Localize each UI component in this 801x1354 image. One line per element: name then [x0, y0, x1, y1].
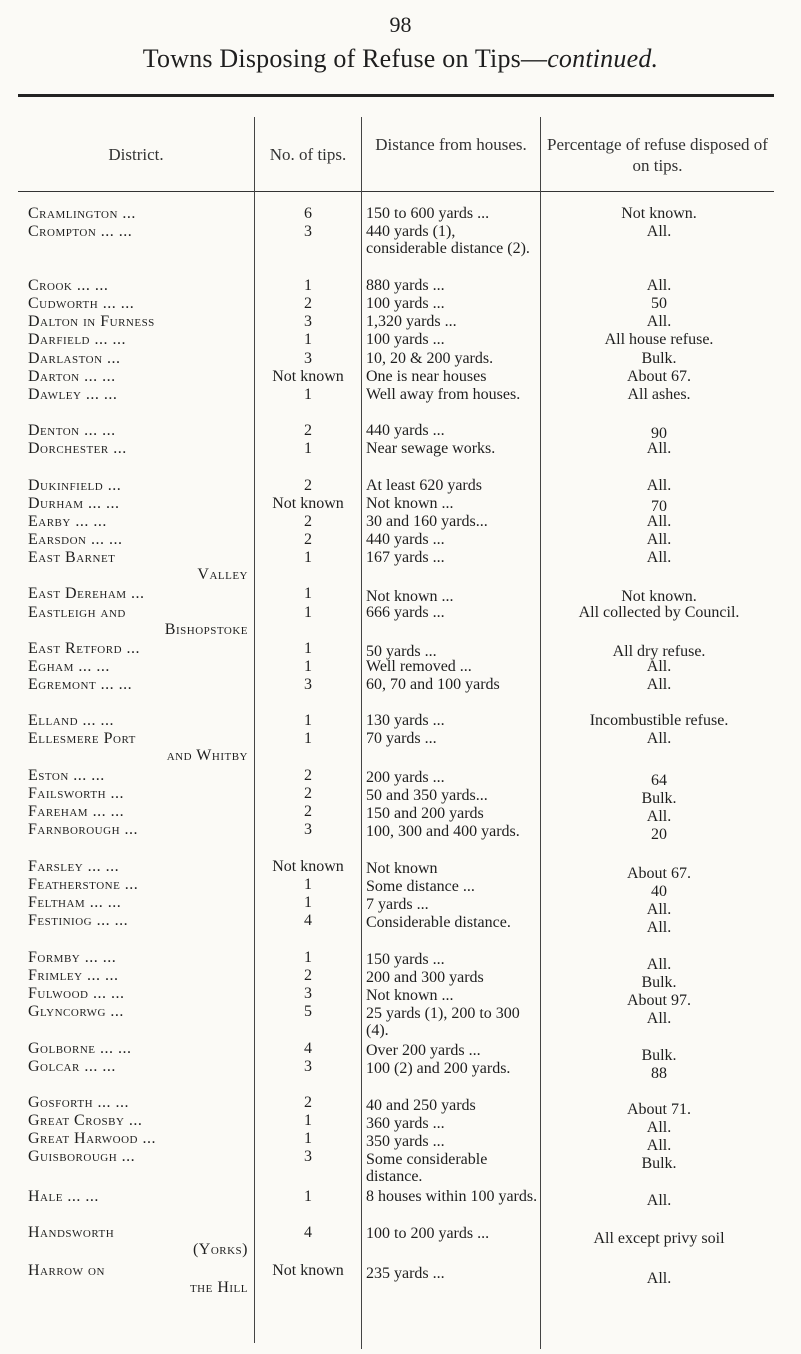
header-distance: Distance from houses.: [375, 135, 527, 154]
district-cell: Fulwood ... ...: [28, 985, 125, 1002]
percentage-cell: All except privy soil: [593, 1230, 725, 1247]
district-cell: Darfield ... ...: [28, 331, 126, 348]
tips-count-cell: 2: [304, 513, 312, 530]
tips-count-cell: 3: [304, 985, 312, 1002]
district-cell: East Retford ...: [28, 640, 141, 657]
percentage-cell: All.: [646, 1192, 672, 1209]
header-rule: [18, 191, 774, 192]
percentage-cell: All.: [646, 919, 672, 936]
tips-count-cell: 1: [304, 277, 312, 294]
percentage-cell: 64: [651, 772, 667, 789]
distance-cell: 100 yards ...: [366, 295, 445, 312]
percentage-cell: Bulk.: [641, 1047, 677, 1064]
district-cell: Egremont ... ...: [28, 676, 133, 693]
district-cell: Feltham ... ...: [28, 894, 122, 911]
distance-cell: Not known: [366, 860, 438, 877]
tips-count-cell: 6: [304, 205, 312, 222]
percentage-cell: All.: [646, 901, 672, 918]
percentage-cell: 40: [651, 883, 667, 900]
district-cell: Dawley ... ...: [28, 386, 118, 403]
distance-cell: 40 and 250 yards: [366, 1097, 476, 1114]
distance-cell: Well away from houses.: [366, 386, 521, 403]
distance-cell: 25 yards (1), 200 to 300 (4).: [366, 1005, 520, 1039]
distance-cell: 130 yards ...: [366, 712, 445, 729]
district-cell: Formby ... ...: [28, 949, 117, 966]
tips-count-cell: 1: [304, 876, 312, 893]
tips-count-cell: Not known: [272, 495, 344, 512]
district-cell-continued: and Whitby: [166, 747, 248, 764]
district-cell: Guisborough ...: [28, 1148, 136, 1165]
tips-count-cell: 1: [304, 604, 312, 621]
tips-count-cell: 2: [304, 785, 312, 802]
percentage-cell: All.: [646, 658, 672, 675]
tips-count-cell: 3: [304, 821, 312, 838]
district-cell: Elland ... ...: [28, 712, 115, 729]
percentage-cell: All.: [646, 1137, 672, 1154]
district-cell: Golborne ... ...: [28, 1040, 132, 1057]
percentage-cell: About 71.: [627, 1101, 691, 1118]
distance-cell: Over 200 yards ...: [366, 1042, 481, 1059]
distance-cell: 200 and 300 yards: [366, 969, 484, 986]
tips-count-cell: 1: [304, 585, 312, 602]
distance-cell: 70 yards ...: [366, 730, 437, 747]
distance-cell: Not known ...: [366, 987, 454, 1004]
tips-count-cell: Not known: [272, 368, 344, 385]
tips-count-cell: 1: [304, 712, 312, 729]
tips-count-cell: 1: [304, 440, 312, 457]
distance-cell: 30 and 160 yards...: [366, 513, 488, 530]
distance-cell: One is near houses: [366, 368, 487, 385]
tips-count-cell: Not known: [272, 858, 344, 875]
percentage-cell: 20: [651, 826, 667, 843]
percentage-cell: Not known.: [621, 205, 697, 222]
district-cell: Farsley ... ...: [28, 858, 120, 875]
district-cell-continued: Bishopstoke: [164, 621, 248, 638]
tips-count-cell: 3: [304, 223, 312, 240]
percentage-cell: Bulk.: [641, 350, 677, 367]
distance-cell: Some considerable distance.: [366, 1151, 488, 1185]
district-cell: Denton ... ...: [28, 422, 116, 439]
header-tips: No. of tips.: [269, 145, 347, 164]
distance-cell: 100, 300 and 400 yards.: [366, 823, 520, 840]
distance-cell: 360 yards ...: [366, 1115, 445, 1132]
distance-cell: 440 yards (1), considerable distance (2).: [366, 223, 530, 257]
distance-cell: 150 yards ...: [366, 951, 445, 968]
header-percentage: Percentage of refuse disposed of on tips.: [547, 135, 768, 175]
distance-cell: 50 yards ...: [366, 643, 437, 660]
distance-cell: 150 and 200 yards: [366, 805, 484, 822]
district-cell: Dukinfield ...: [28, 477, 122, 494]
tips-count-cell: 1: [304, 894, 312, 911]
tips-count-cell: 1: [304, 1130, 312, 1147]
tips-count-cell: 3: [304, 676, 312, 693]
distance-cell: At least 620 yards: [366, 477, 482, 494]
percentage-cell: All house refuse.: [604, 331, 714, 348]
tips-count-cell: 2: [304, 295, 312, 312]
district-cell: Glyncorwg ...: [28, 1003, 124, 1020]
tips-count-cell: 2: [304, 767, 312, 784]
percentage-cell: All.: [646, 1119, 672, 1136]
district-cell: Darlaston ...: [28, 350, 121, 367]
district-cell-continued: (Yorks): [192, 1241, 248, 1258]
percentage-cell: All.: [646, 730, 672, 747]
percentage-cell: All.: [646, 1270, 672, 1287]
percentage-cell: 70: [651, 498, 667, 515]
tips-count-cell: 3: [304, 1148, 312, 1165]
district-cell: Dalton in Furness: [28, 313, 155, 330]
district-cell: Failsworth ...: [28, 785, 125, 802]
district-cell: Festiniog ... ...: [28, 912, 129, 929]
percentage-cell: All.: [646, 956, 672, 973]
percentage-cell: Bulk.: [641, 1155, 677, 1172]
percentage-cell: Bulk.: [641, 974, 677, 991]
tips-count-cell: 1: [304, 331, 312, 348]
district-cell: East Barnet: [28, 549, 116, 566]
distance-cell: 440 yards ...: [366, 422, 445, 439]
tips-count-cell: 1: [304, 1188, 312, 1205]
tips-count-cell: 1: [304, 1112, 312, 1129]
tips-count-cell: 1: [304, 658, 312, 675]
percentage-cell: About 67.: [627, 368, 691, 385]
tips-count-cell: 2: [304, 803, 312, 820]
district-cell-continued: Valley: [197, 566, 248, 583]
tips-count-cell: 1: [304, 730, 312, 747]
percentage-cell: All.: [646, 313, 672, 330]
district-cell-continued: the Hill: [189, 1279, 248, 1296]
district-cell: Cramlington ...: [28, 205, 136, 222]
distance-cell: 440 yards ...: [366, 531, 445, 548]
percentage-cell: All.: [646, 223, 672, 240]
title-main: Towns Disposing of Refuse on Tips—: [142, 44, 548, 73]
percentage-cell: All.: [646, 676, 672, 693]
percentage-cell: Not known.: [621, 588, 697, 605]
percentage-cell: About 67.: [627, 865, 691, 882]
tips-count-cell: 3: [304, 1058, 312, 1075]
district-cell: Golcar ... ...: [28, 1058, 116, 1075]
column-divider: [361, 117, 362, 1349]
distance-cell: Considerable distance.: [366, 914, 511, 931]
percentage-cell: All.: [646, 1010, 672, 1027]
tips-count-cell: 4: [304, 1040, 312, 1057]
page-title: [0, 44, 801, 74]
distance-cell: 880 yards ...: [366, 277, 445, 294]
tips-count-cell: 3: [304, 313, 312, 330]
tips-count-cell: 2: [304, 477, 312, 494]
percentage-cell: All.: [646, 549, 672, 566]
page-number: 98: [389, 12, 412, 37]
tips-count-cell: Not known: [272, 1262, 344, 1279]
district-cell: Cudworth ... ...: [28, 295, 135, 312]
district-cell: Dorchester ...: [28, 440, 127, 457]
percentage-cell: 88: [651, 1065, 667, 1082]
distance-cell: 100 to 200 yards ...: [366, 1225, 490, 1242]
percentage-cell: Incombustible refuse.: [589, 712, 729, 729]
district-cell: East Dereham ...: [28, 585, 145, 602]
tips-count-cell: 1: [304, 386, 312, 403]
district-cell: Gosforth ... ...: [28, 1094, 130, 1111]
percentage-cell: All.: [646, 440, 672, 457]
district-cell: Crompton ... ...: [28, 223, 133, 240]
distance-cell: 150 to 600 yards ...: [366, 205, 490, 222]
distance-cell: 7 yards ...: [366, 896, 429, 913]
district-cell: Hale ... ...: [28, 1188, 99, 1205]
distance-cell: 100 (2) and 200 yards.: [366, 1060, 511, 1077]
distance-cell: Some distance ...: [366, 878, 475, 895]
distance-cell: 1,320 yards ...: [366, 313, 457, 330]
tips-count-cell: 2: [304, 1094, 312, 1111]
tips-count-cell: 1: [304, 640, 312, 657]
district-cell: Great Crosby ...: [28, 1112, 143, 1129]
district-cell: Crook ... ...: [28, 277, 109, 294]
distance-cell: 60, 70 and 100 yards: [366, 676, 500, 693]
tips-count-cell: 1: [304, 949, 312, 966]
percentage-cell: Bulk.: [641, 790, 677, 807]
percentage-cell: All.: [646, 808, 672, 825]
district-cell: Farnborough ...: [28, 821, 139, 838]
distance-cell: 100 yards ...: [366, 331, 445, 348]
distance-cell: 167 yards ...: [366, 549, 445, 566]
distance-cell: 666 yards ...: [366, 604, 445, 621]
percentage-cell: All ashes.: [627, 386, 691, 403]
title-continued: continued.: [547, 44, 659, 73]
percentage-cell: All.: [646, 477, 672, 494]
district-cell: Darton ... ...: [28, 368, 116, 385]
tips-count-cell: 4: [304, 1224, 312, 1241]
percentage-cell: All.: [646, 513, 672, 530]
district-cell: Harrow on: [28, 1262, 105, 1279]
district-cell: Handsworth: [28, 1224, 115, 1241]
tips-count-cell: 4: [304, 912, 312, 929]
tips-count-cell: 2: [304, 967, 312, 984]
distance-cell: 10, 20 & 200 yards.: [366, 350, 494, 367]
district-cell: Eastleigh and: [28, 604, 126, 621]
distance-cell: 200 yards ...: [366, 769, 445, 786]
distance-cell: Well removed ...: [366, 658, 472, 675]
distance-cell: Not known ...: [366, 495, 454, 512]
tips-count-cell: 3: [304, 350, 312, 367]
distance-cell: 350 yards ...: [366, 1133, 445, 1150]
district-cell: Earsdon ... ...: [28, 531, 123, 548]
tips-count-cell: 2: [304, 422, 312, 439]
district-cell: Fareham ... ...: [28, 803, 125, 820]
district-cell: Ellesmere Port: [28, 730, 136, 747]
distance-cell: Near sewage works.: [366, 440, 496, 457]
percentage-cell: 90: [651, 425, 667, 442]
distance-cell: Not known ...: [366, 588, 454, 605]
top-rule: [18, 94, 774, 97]
tips-count-cell: 5: [304, 1003, 312, 1020]
percentage-cell: 50: [651, 295, 667, 312]
tips-count-cell: 2: [304, 531, 312, 548]
district-cell: Egham ... ...: [28, 658, 110, 675]
district-cell: Durham ... ...: [28, 495, 120, 512]
percentage-cell: All collected by Council.: [578, 604, 740, 621]
distance-cell: 50 and 350 yards...: [366, 787, 488, 804]
distance-cell: 8 houses within 100 yards.: [366, 1188, 538, 1205]
district-cell: Earby ... ...: [28, 513, 107, 530]
percentage-cell: All dry refuse.: [612, 643, 706, 660]
district-cell: Great Harwood ...: [28, 1130, 156, 1147]
percentage-cell: All.: [646, 531, 672, 548]
percentage-cell: About 97.: [627, 992, 691, 1009]
district-cell: Featherstone ...: [28, 876, 139, 893]
tips-count-cell: 1: [304, 549, 312, 566]
district-cell: Frimley ... ...: [28, 967, 119, 984]
header-district: District.: [108, 145, 164, 164]
distance-cell: 235 yards ...: [366, 1265, 445, 1282]
district-cell: Eston ... ...: [28, 767, 105, 784]
percentage-cell: All.: [646, 277, 672, 294]
